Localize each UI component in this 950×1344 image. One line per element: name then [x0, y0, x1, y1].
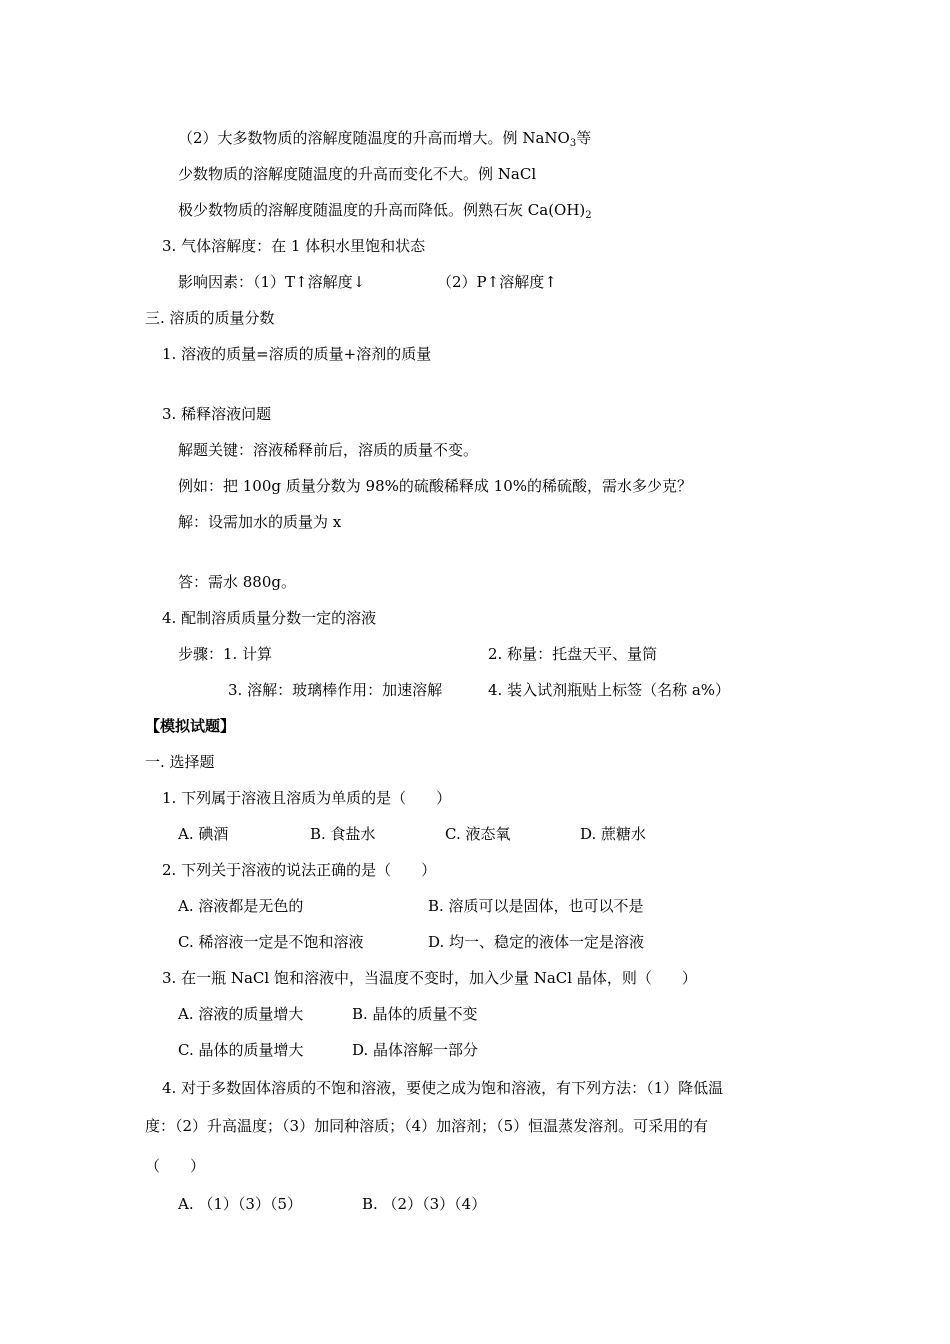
option-c: C. 晶体的质量增大 — [178, 1041, 304, 1059]
option-a: A. 溶液都是无色的 — [178, 897, 304, 915]
section-heading: 【模拟试题】 — [145, 717, 236, 735]
question-2: 2. 下列关于溶液的说法正确的是（ ） — [162, 861, 437, 879]
list-item-heading: 1. 溶液的质量=溶质的质量+溶剂的质量 — [162, 345, 432, 363]
option-b: B. 溶质可以是固体，也可以不是 — [428, 897, 644, 915]
text-line: 3. 溶解：玻璃棒作用：加速溶解 — [228, 681, 443, 699]
option-b: B. 食盐水 — [310, 825, 376, 843]
question-4: 4. 对于多数固体溶质的不饱和溶液，要使之成为饱和溶液，有下列方法：（1）降低温 — [162, 1079, 724, 1097]
text-line: 答：需水 880g。 — [178, 573, 297, 591]
option-b: B. 晶体的质量不变 — [352, 1005, 478, 1023]
text-line: （2）P↑溶解度↑ — [437, 273, 557, 291]
question-1: 1. 下列属于溶液且溶质为单质的是（ ） — [162, 789, 452, 807]
text-segment: 极少数物质的溶解度随温度的升高而降低。例熟石灰 Ca(OH) — [178, 201, 586, 219]
answer-blank: （ ） — [145, 1157, 206, 1175]
text-line — [178, 200, 592, 220]
text-line: 少数物质的溶解度随温度的升高而变化不大。例 NaCl — [178, 165, 537, 183]
list-item-heading: 3. 稀释溶液问题 — [162, 405, 272, 423]
option-a: A. 碘酒 — [178, 825, 229, 843]
text-line — [178, 128, 591, 148]
text-line: 影响因素：（1）T↑溶解度↓ — [178, 273, 366, 291]
text-line: 步骤：1. 计算 — [178, 645, 273, 663]
option-c: C. 稀溶液一定是不饱和溶液 — [178, 933, 364, 951]
option-a: A. 溶液的质量增大 — [178, 1005, 304, 1023]
option-b: B. （2）（3）（4） — [362, 1195, 487, 1213]
question-4-continued: 度：（2）升高温度；（3）加同种溶质；（4）加溶剂；（5）恒温蒸发溶剂。可采用的有 — [145, 1117, 709, 1135]
question-3: 3. 在一瓶 NaCl 饱和溶液中，当温度不变时，加入少量 NaCl 晶体，则（ ） — [162, 969, 697, 987]
option-a: A. （1）（3）（5） — [178, 1195, 302, 1213]
section-heading: 一. 选择题 — [145, 753, 215, 771]
section-heading: 三. 溶质的质量分数 — [145, 309, 275, 327]
text-line: 解：设需加水的质量为 x — [178, 513, 342, 531]
text-segment: （2）大多数物质的溶解度随温度的升高而增大。例 NaNO — [178, 129, 570, 147]
option-d: D. 晶体溶解一部分 — [352, 1041, 479, 1059]
option-d: D. 均一、稳定的液体一定是溶液 — [428, 933, 645, 951]
list-item-heading: 4. 配制溶质质量分数一定的溶液 — [162, 609, 377, 627]
subscript: 2 — [585, 210, 592, 221]
subscript: 3 — [569, 138, 577, 149]
text-line: 解题关键：溶液稀释前后，溶质的质量不变。 — [178, 441, 479, 459]
option-d: D. 蔗糖水 — [580, 825, 647, 843]
text-line: 例如：把 100g 质量分数为 98%的硫酸稀释成 10%的稀硫酸，需水多少克？ — [178, 477, 692, 495]
list-item-heading: 3. 气体溶解度：在 1 体积水里饱和状态 — [162, 237, 426, 255]
text-segment: 等 — [576, 129, 592, 147]
option-c: C. 液态氧 — [445, 825, 511, 843]
text-line: 4. 装入试剂瓶贴上标签（名称 a%） — [488, 681, 731, 699]
text-line: 2. 称量：托盘天平、量筒 — [488, 645, 658, 663]
